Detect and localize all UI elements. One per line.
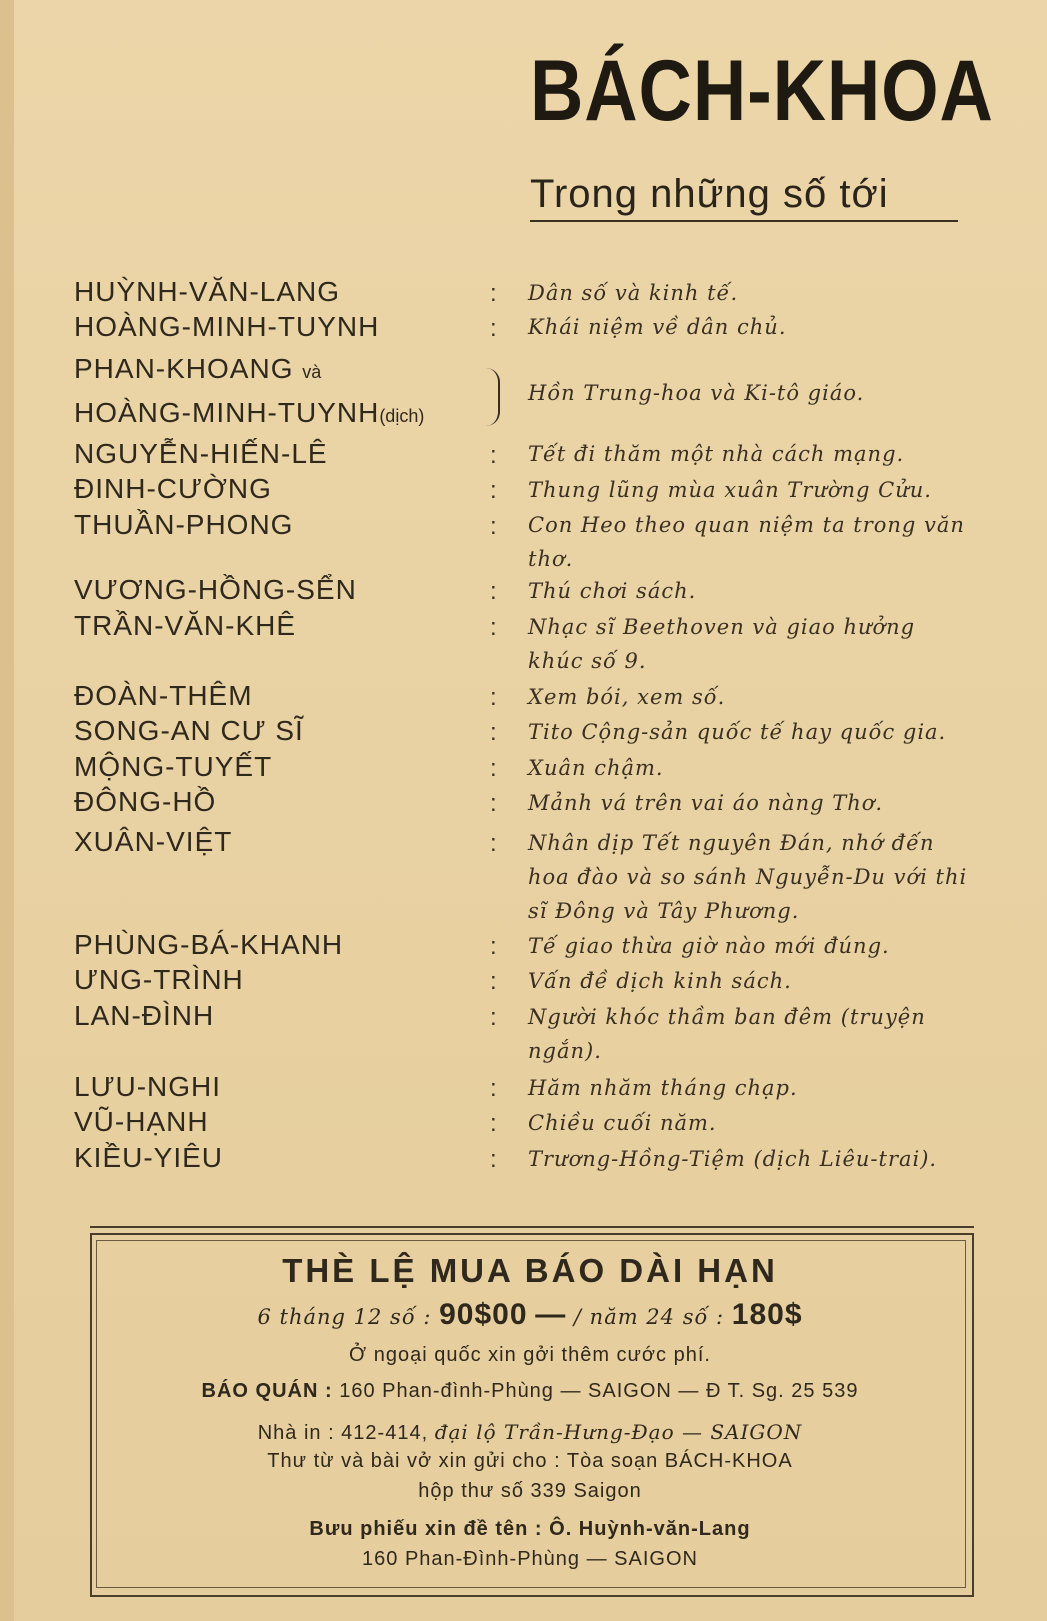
toc-colon: : xyxy=(490,614,497,641)
toc-colon: : xyxy=(490,790,497,817)
six-months-label: 6 tháng 12 số : xyxy=(257,1305,432,1329)
foreign-note: Ở ngoại quốc xin gởi thêm cước phí. xyxy=(349,1344,711,1366)
mail-line-1: Thư từ và bài vở xin gửi cho : Tòa soạn BÁCH-KHOA xyxy=(267,1450,793,1472)
toc-author: KIỀU-YIÊU xyxy=(74,1142,224,1173)
one-year-label: / năm 24 số : xyxy=(573,1305,725,1329)
toc-colon: : xyxy=(490,513,497,540)
toc-colon: : xyxy=(490,315,497,342)
toc-author: NGUYỄN-HIẾN-LÊ xyxy=(74,438,328,469)
postal-line-1: Bưu phiếu xin đề tên : Ô. Huỳnh-văn-Lang xyxy=(309,1518,751,1540)
toc-author: MỘNG-TUYẾT xyxy=(74,751,273,782)
printer-line xyxy=(96,1420,964,1445)
subscription-heading: THÈ LỆ MUA BÁO DÀI HẠN xyxy=(282,1252,778,1289)
toc-colon: : xyxy=(490,830,497,857)
box-top-rule xyxy=(90,1226,974,1228)
toc-title: Trương-Hồng-Tiệm (dịch Liêu-trai). xyxy=(528,1147,938,1171)
toc-title: Nhân dịp Tết nguyên Đán, nhớ đến hoa đào và so sánh Nguyễn-Du với thi sĩ Đông và Tây Phương. xyxy=(528,831,968,923)
toc-title: Mảnh vá trên vai áo nàng Thơ. xyxy=(528,791,884,815)
toc-title: Tế giao thừa giờ nào mới đúng. xyxy=(528,934,890,958)
toc-colon: : xyxy=(490,719,497,746)
toc-colon: : xyxy=(490,1146,497,1173)
toc-colon: : xyxy=(490,684,497,711)
toc-author: PHÙNG-BÁ-KHANH xyxy=(74,929,344,960)
toc-colon: : xyxy=(490,280,497,307)
toc-title: Hồn Trung-hoa và Ki-tô giáo. xyxy=(528,381,865,405)
toc-colon: : xyxy=(490,1075,497,1102)
toc-title: Vấn đề dịch kinh sách. xyxy=(528,969,792,993)
masthead-title: BÁCH-KHOA xyxy=(530,43,994,139)
toc-author: THUẦN-PHONG xyxy=(74,509,294,540)
toc-author: XUÂN-VIỆT xyxy=(74,826,233,857)
toc-title: Con Heo theo quan niệm ta trong văn thơ. xyxy=(528,513,965,571)
office-line xyxy=(96,1380,964,1403)
toc-author xyxy=(74,397,424,429)
toc-author-name: PHAN-KHOANG xyxy=(74,353,294,384)
price-dash: — xyxy=(535,1298,567,1331)
toc-title: Tết đi thăm một nhà cách mạng. xyxy=(528,442,905,466)
toc-title: Tito Cộng-sản quốc tế hay quốc gia. xyxy=(528,720,947,744)
toc-colon: : xyxy=(490,477,497,504)
toc-author: HOÀNG-MINH-TUYNH xyxy=(74,311,380,342)
toc-title: Chiều cuối năm. xyxy=(528,1111,717,1135)
toc-title: Thú chơi sách. xyxy=(528,579,697,603)
toc-author: VŨ-HẠNH xyxy=(74,1106,209,1137)
toc-author: ƯNG-TRÌNH xyxy=(74,964,244,995)
toc-author: LƯU-NGHI xyxy=(74,1071,222,1102)
toc-author xyxy=(74,353,321,385)
toc-author: ĐÔNG-HỒ xyxy=(74,786,217,817)
toc-author: SONG-AN CƯ SĨ xyxy=(74,715,304,746)
toc-author: TRẦN-VĂN-KHÊ xyxy=(74,610,297,641)
toc-title: Hăm nhăm tháng chạp. xyxy=(528,1076,798,1100)
toc-author: HUỲNH-VĂN-LANG xyxy=(74,276,341,307)
toc-title: Dân số và kinh tế. xyxy=(528,281,739,305)
toc-colon: : xyxy=(490,1004,497,1031)
toc-colon: : xyxy=(490,968,497,995)
toc-title: Nhạc sĩ Beethoven và giao hưởng khúc số 9. xyxy=(528,615,916,673)
toc-title: Xem bói, xem số. xyxy=(528,685,726,709)
toc-author: ĐOÀN-THÊM xyxy=(74,680,253,711)
toc-title: Xuân chậm. xyxy=(528,756,664,780)
toc-author: LAN-ĐÌNH xyxy=(74,1000,215,1031)
toc-title: Khái niệm về dân chủ. xyxy=(528,315,787,339)
one-year-price: 180$ xyxy=(731,1298,803,1331)
office-label: BÁO QUÁN : xyxy=(201,1380,333,1402)
toc-colon: : xyxy=(490,933,497,960)
postal-line-2: 160 Phan-Đình-Phùng — SAIGON xyxy=(362,1548,698,1570)
toc-colon: : xyxy=(490,1110,497,1137)
printer-address: đại lộ Trần-Hưng-Đạo — SAIGON xyxy=(434,1420,803,1444)
masthead-subtitle: Trong những số tới xyxy=(530,172,889,216)
toc-author: VƯƠNG-HỒNG-SỂN xyxy=(74,574,357,605)
toc-author-note: (dịch) xyxy=(379,406,425,426)
printer-label: Nhà in : 412-414, xyxy=(257,1422,429,1444)
toc-title: Thung lũng mùa xuân Trường Cửu. xyxy=(528,478,932,502)
brace-bracket xyxy=(486,368,500,426)
toc-author-name: HOÀNG-MINH-TUYNH xyxy=(74,397,380,428)
subscription-prices xyxy=(96,1298,964,1332)
office-address: 160 Phan-đình-Phùng — SAIGON — Đ T. Sg. 25 539 xyxy=(339,1380,859,1402)
toc-colon: : xyxy=(490,755,497,782)
mail-line-2: hộp thư số 339 Saigon xyxy=(418,1480,642,1502)
toc-colon: : xyxy=(490,442,497,469)
toc-colon: : xyxy=(490,578,497,605)
toc-title: Người khóc thầm ban đêm (truyện ngắn). xyxy=(528,1005,926,1063)
six-months-price: 90$00 xyxy=(439,1298,528,1331)
toc-author-conjunction: và xyxy=(302,362,322,382)
toc-author: ĐINH-CƯỜNG xyxy=(74,473,272,504)
